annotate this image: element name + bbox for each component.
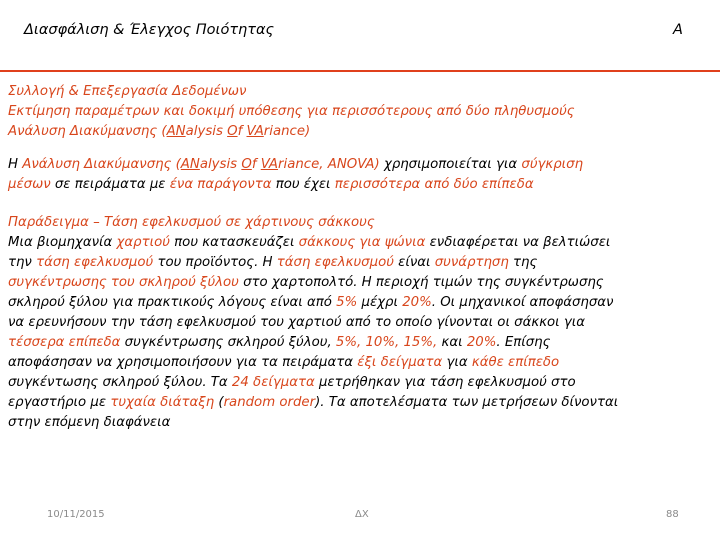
example-line-10: στην επόμενη διαφάνεια — [8, 415, 171, 430]
example-title: Παράδειγμα – Τάση εφελκυσμού σε χάρτινους σάκκους — [8, 215, 375, 230]
example-line-3: συγκέντρωσης του σκληρού ξύλου στο χαρτοπολτό. Η περιοχή τιμών της συγκέντρωσης — [8, 275, 604, 290]
example-line-9: εργαστήριο με τυχαία διάταξη (random order). Τα αποτελέσματα των μετρήσεων δίνονται — [8, 395, 619, 410]
anova-paragraph — [8, 155, 714, 195]
example-line-5: να ερευνήσουν την τάση εφελκυσμού του χαρτιού από το οποίο γίνονται οι σάκκοι για — [8, 315, 586, 330]
example-line-7: αποφάσησαν να χρησιμοποιήσουν για τα πειράματα έξι δείγματα για κάθε επίπεδο — [8, 355, 560, 370]
footer-author: ΔΧ — [355, 509, 369, 520]
footer-page-number: 88 — [666, 509, 679, 520]
example-line-8: συγκέντωσης σκληρού ξύλου. Τα 24 δείγματα μετρήθηκαν για τάση εφελκυσμού στο — [8, 375, 576, 390]
example-line-1: Μια βιομηχανία χαρτιού που κατασκευάζει σάκκους για ψώνια ενδιαφέρεται να βελτιώσει — [8, 235, 611, 250]
header-divider — [0, 70, 720, 72]
heading-parameter-estimation: Εκτίμηση παραμέτρων και δοκιμή υπόθεσης για περισσότερους από δύο πληθυσμούς — [8, 104, 575, 119]
anova-line-2: μέσων σε πειράματα με ένα παράγοντα που έχει περισσότερα από δύο επίπεδα — [8, 177, 534, 192]
footer-date: 10/11/2015 — [47, 509, 105, 520]
slide-header-title: Διασφάλιση & Έλεγχος Ποιότητας — [24, 22, 275, 38]
heading-data-collection: Συλλογή & Επεξεργασία Δεδομένων — [8, 84, 247, 99]
slide-header-letter: A — [673, 22, 683, 38]
heading-anova: Ανάλυση Διακύμανσης (ANalysis Of VAriance) — [8, 124, 311, 139]
example-line-2: την τάση εφελκυσμού του προϊόντος. Η τάση εφελκυσμού είναι συνάρτηση της — [8, 255, 538, 270]
anova-line-1: Η Ανάλυση Διακύμανσης (ANalysis Of VAriance, ANOVA) χρησιμοποιείται για σύγκριση — [8, 157, 584, 172]
example-paragraph — [8, 213, 714, 433]
example-line-6: τέσσερα επίπεδα συγκέντρωσης σκληρού ξύλου, 5%, 10%, 15%, και 20%. Επίσης — [8, 335, 551, 350]
headings-block — [8, 82, 714, 142]
example-line-4: σκληρού ξύλου για πρακτικούς λόγους είναι από 5% μέχρι 20%. Οι μηχανικοί αποφάσησαν — [8, 295, 614, 310]
